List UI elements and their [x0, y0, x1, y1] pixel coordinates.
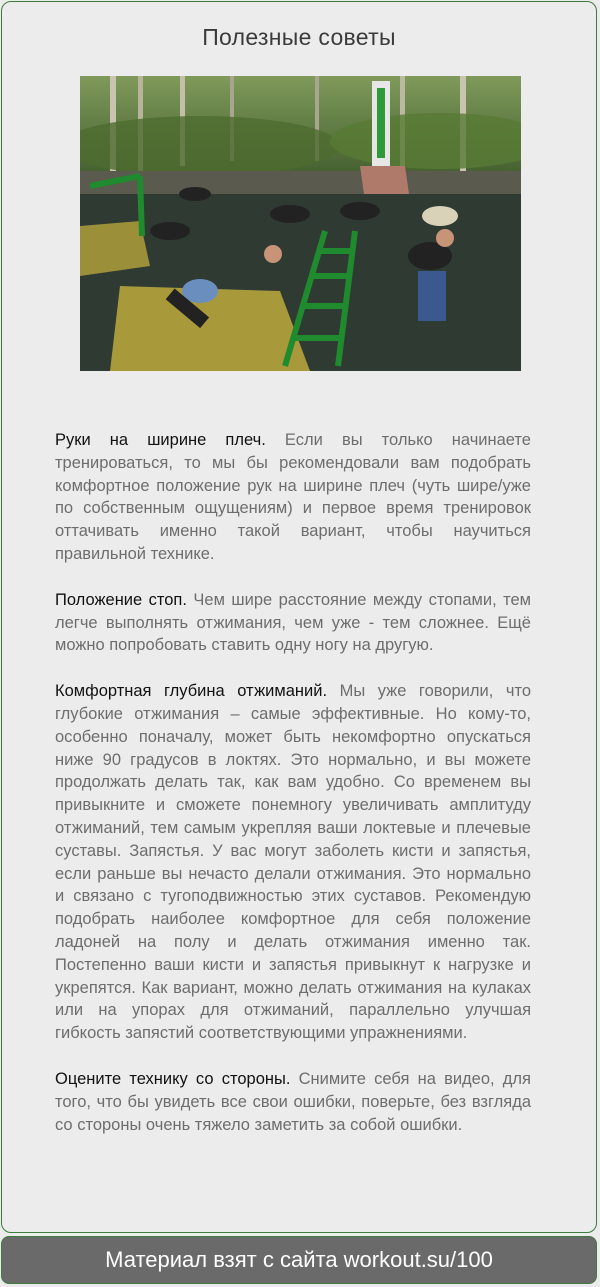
source-text: Материал взят с сайта workout.su/100 — [105, 1247, 493, 1272]
tip-paragraph — [55, 429, 531, 566]
tip-paragraph — [55, 1068, 531, 1136]
tip-heading: Положение стоп. — [55, 590, 187, 609]
tip-text: Если вы только начинаете тренироваться, то мы бы рекомендовали вам подобрать комфортное положение рук на ширине плеч (чуть шире/уже по собственным ощущениям) и первое время тренировок оттачивать именно такой вариант, чтобы научиться правильной технике. — [55, 431, 531, 563]
tip-text: Чем шире расстояние между стопами, тем легче выполнять отжимания, чем уже - тем сложнее. Ещё можно попробовать ставить одну ногу на другую. — [55, 590, 531, 655]
tip-heading: Руки на ширине плеч. — [55, 431, 266, 449]
tip-text: Мы уже говорили, что глубокие отжимания – самые эффективные. Но кому-то, особенно поначалу, может быть некомфортно опускаться ниже 90 градусов в локтях. Это нормально, и вы можете продолжать делать так, как вам удобно. Со временем вы привыкните и сможете понемногу увеличивать амплитуду отжиманий, тем самым укрепляя ваши локтевые и плечевые суставы. Запястья. У вас могут заболеть кисти и запястья, если раньше вы нечасто делали отжимания. Это нормально и связано с тугоподвижностью этих суставов. Рекомендую подобрать наиболее комфортное для себя положение ладоней на полу и делать отжимания именно так. Постепенно ваши кисти и запястья привыкнут к нагрузке и укрепятся. Как вариант, можно делать отжимания на кулаках или на упорах для отжиманий, параллельно улучшая гибкость запястий соответствующими упражнениями. — [55, 682, 531, 1043]
article-card — [1, 1, 597, 1233]
tip-heading: Оцените технику со стороны. — [55, 1069, 291, 1088]
tip-text: Снимите себя на видео, для того, что бы увидеть все свои ошибки, поверьте, без взгляда со стороны очень тяжело заметить за собой ошибки. — [55, 1069, 531, 1134]
article-body — [55, 429, 531, 1159]
page-title: Полезные советы — [202, 24, 396, 50]
tip-paragraph — [55, 680, 531, 1045]
tip-paragraph — [55, 589, 531, 657]
source-footer — [1, 1236, 597, 1284]
workout-photo — [80, 76, 521, 371]
tip-heading: Комфортная глубина отжиманий. — [55, 682, 328, 701]
